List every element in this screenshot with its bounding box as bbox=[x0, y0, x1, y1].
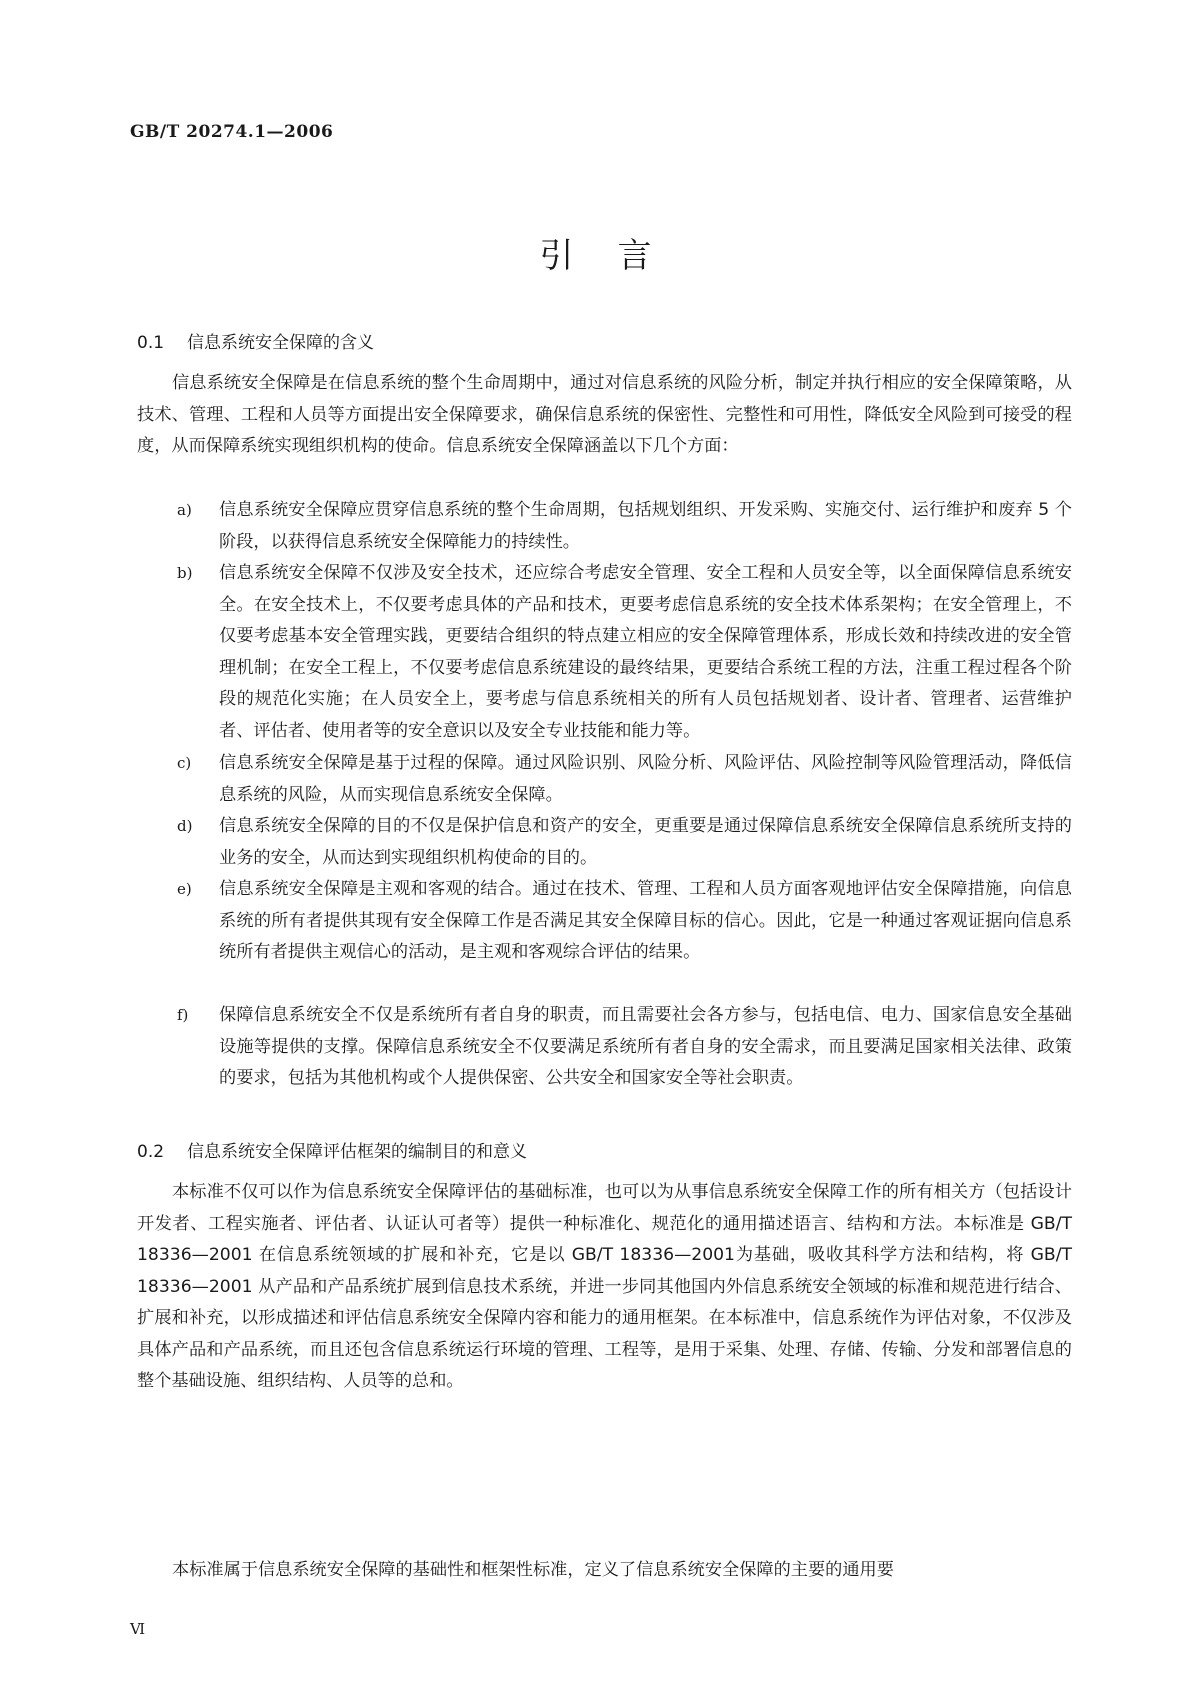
list-marker: b) bbox=[177, 564, 193, 582]
list-item-f bbox=[137, 1000, 1072, 1095]
section-number: 0.1 bbox=[137, 333, 165, 353]
list-marker: a) bbox=[177, 501, 192, 519]
list-marker: c) bbox=[177, 754, 192, 772]
section-intro-paragraph: 信息系统安全保障是在信息系统的整个生命周期中，通过对信息系统的风险分析，制定并执行相应的安全保障策略，从技术、管理、工程和人员等方面提出安全保障要求，确保信息系统的保密性、完整性和可用性，降低安全风险到可接受的程度，从而保障系统实现组织机构的使命。信息系统安全保障涵盖以下几个方面： bbox=[137, 373, 1072, 456]
list-item-text: 信息系统安全保障应贯穿信息系统的整个生命周期，包括规划组织、开发采购、实施交付、运行维护和废弃 5 个阶段，以获得信息系统安全保障能力的持续性。 bbox=[219, 500, 1072, 552]
list-marker: f) bbox=[177, 1006, 189, 1024]
section-title: 信息系统安全保障的含义 bbox=[187, 333, 374, 353]
page-number: Ⅵ bbox=[130, 1620, 146, 1638]
section-heading-0-2 bbox=[137, 1137, 527, 1162]
list-marker: e) bbox=[177, 880, 192, 898]
list-item-d bbox=[137, 811, 1072, 874]
body-paragraph: 本标准不仅可以作为信息系统安全保障评估的基础标准，也可以为从事信息系统安全保障工作的所有相关方（包括设计开发者、工程实施者、评估者、认证认可者等）提供一种标准化、规范化的通用描述语言、结构和方法。本标准是 GB/T 18336—2001 在信息系统领域的扩展和补充，它是以 GB/T 18336—2001为基础，吸收其科学方法和结构，将 GB/T 18336—2001 从产品和产品系统扩展到信息技术系统，并进一步同其他国内外信息系统安全领域的标准和规范进行结合、扩展和补充，以形成描述和评估信息系统安全保障内容和能力的通用框架。在本标准中，信息系统作为评估对象，不仅涉及具体产品和产品系统，而且还包含信息系统运行环境的管理、工程等，是用于采集、处理、存储、传输、分发和部署信息的整个基础设施、组织结构、人员等的总和。 bbox=[137, 1182, 1072, 1391]
list-item-text: 信息系统安全保障是主观和客观的结合。通过在技术、管理、工程和人员方面客观地评估安全保障措施，向信息系统的所有者提供其现有安全保障工作是否满足其安全保障目标的信心。因此，它是一种通过客观证据向信息系统所有者提供主观信心的活动，是主观和客观综合评估的结果。 bbox=[219, 879, 1072, 962]
list-item-b bbox=[137, 558, 1072, 747]
list-item-c bbox=[137, 748, 1072, 811]
section-heading-0-1 bbox=[137, 328, 374, 353]
section-title: 信息系统安全保障评估框架的编制目的和意义 bbox=[187, 1142, 527, 1162]
list-marker: d) bbox=[177, 817, 193, 835]
body-paragraph: 本标准属于信息系统安全保障的基础性和框架性标准，定义了信息系统安全保障的主要的通用要 bbox=[172, 1560, 894, 1580]
list-item-text: 信息系统安全保障是基于过程的保障。通过风险识别、风险分析、风险评估、风险控制等风险管理活动，降低信息系统的风险，从而实现信息系统安全保障。 bbox=[219, 753, 1072, 805]
list-item-a bbox=[137, 495, 1072, 558]
page-title: 引言 bbox=[539, 236, 696, 276]
list-item-text: 信息系统安全保障的目的不仅是保护信息和资产的安全，更重要是通过保障信息系统安全保障信息系统所支持的业务的安全，从而达到实现组织机构使命的目的。 bbox=[219, 816, 1072, 868]
list-item-text: 保障信息系统安全不仅是系统所有者自身的职责，而且需要社会各方参与，包括电信、电力、国家信息安全基础设施等提供的支撑。保障信息系统安全不仅要满足系统所有者自身的安全需求，而且要满足国家相关法律、政策的要求，包括为其他机构或个人提供保密、公共安全和国家安全等社会职责。 bbox=[219, 1005, 1072, 1088]
list-item-text: 信息系统安全保障不仅涉及安全技术，还应综合考虑安全管理、安全工程和人员安全等，以全面保障信息系统安全。在安全技术上，不仅要考虑具体的产品和技术，更要考虑信息系统的安全技术体系架构；在安全管理上，不仅要考虑基本安全管理实践，更要结合组织的特点建立相应的安全保障管理体系，形成长效和持续改进的安全管理机制；在安全工程上，不仅要考虑信息系统建设的最终结果，更要结合系统工程的方法，注重工程过程各个阶段的规范化实施；在人员安全上，要考虑与信息系统相关的所有人员包括规划者、设计者、管理者、运营维护者、评估者、使用者等的安全意识以及安全专业技能和能力等。 bbox=[219, 563, 1072, 741]
list-item-e bbox=[137, 874, 1072, 969]
document-id: GB/T 20274.1—2006 bbox=[130, 122, 334, 142]
section-number: 0.2 bbox=[137, 1142, 165, 1162]
